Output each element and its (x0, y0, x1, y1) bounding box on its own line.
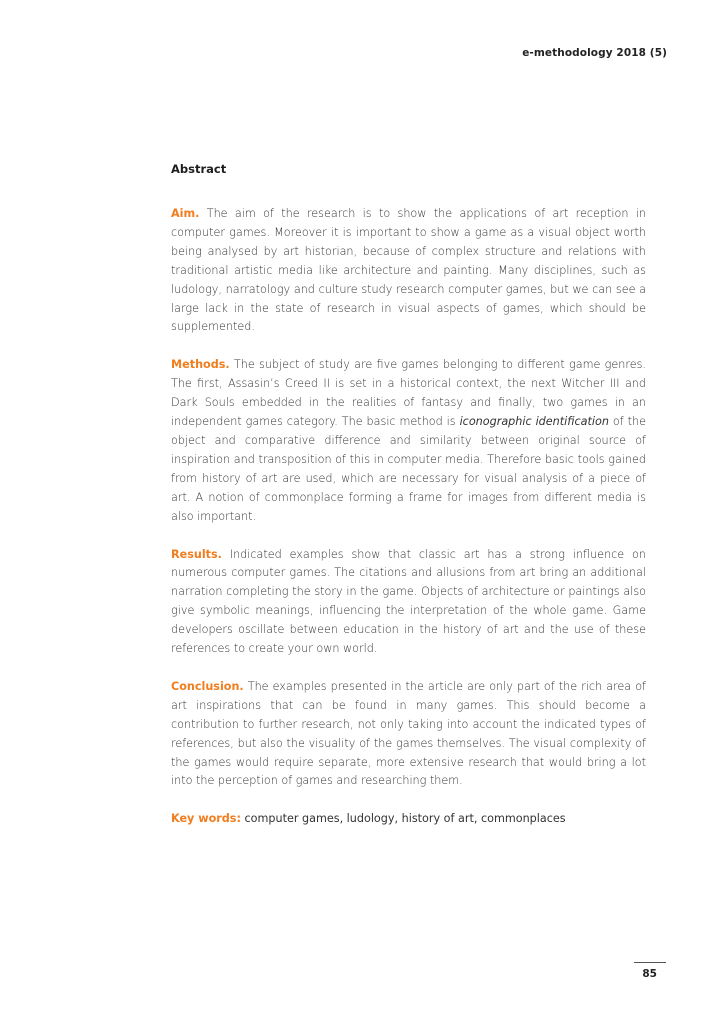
methods-paragraph (171, 356, 646, 526)
conclusion-label: Conclusion. (171, 679, 244, 693)
methods-text-after: of the object and comparative difference and similarity between original source of inspiration and transposition of this in computer media. Therefore basic tools gained from history of art are used, which are necessary for visual analysis of a piece of art. A notion of commonplace forming a frame for images from different media is also important. (171, 415, 646, 523)
footer-divider (634, 962, 666, 963)
abstract-title: Abstract (171, 162, 227, 176)
methods-label: Methods. (171, 358, 230, 372)
aim-text: The aim of the research is to show the applications of art reception in computer games. Moreover it is important to show a game as a visual object worth being analysed by art historian, because of complex structure and relations with traditional artistic media like architecture and painting. Many disciplines, such as ludology, narratology and culture study research computer games, but we can see a large lack in the state of research in visual aspects of games, which should be supplemented. (171, 207, 646, 334)
keywords-text: computer games, ludology, history of art, commonplaces (240, 812, 566, 826)
journal-header: e-methodology 2018 (5) (522, 47, 667, 59)
results-text: Indicated examples show that classic art has a strong influence on numerous computer games. The citations and allusions from art bring an additional narration completing the story in the game. Objects of architecture or paintings also give symbolic meanings, influencing the interpretation of the whole game. Game developers oscillate between education in the history of art and the use of these references to create your own world. (171, 547, 646, 656)
aim-paragraph (171, 205, 646, 337)
page-number: 85 (642, 968, 657, 980)
methods-emphasis: iconographic identification (459, 415, 609, 429)
keywords-line (171, 810, 646, 829)
conclusion-text: The examples presented in the article are only part of the rich area of art inspirations that can be found in many games. This should become a contribution to further research, not only taking into account the indicated types of references, but also the visuality of the games themselves. The visual complexity of the games would require separate, more extensive research that would bring a lot into the perception of games and researching them. (171, 679, 646, 788)
results-paragraph (171, 546, 646, 659)
methods-text-before: The subject of study are five games belonging to different game genres. The first, Assasin’s Creed II is set in a historical context, the next Witcher III and Dark Souls embedded in the realities of fantasy and finally, two games in an independent games category. The basic method is (171, 358, 646, 429)
abstract-section (171, 160, 646, 829)
results-label: Results. (171, 547, 222, 561)
conclusion-paragraph (171, 678, 646, 791)
aim-label: Aim. (171, 207, 200, 220)
keywords-label: Key words: (171, 812, 241, 826)
